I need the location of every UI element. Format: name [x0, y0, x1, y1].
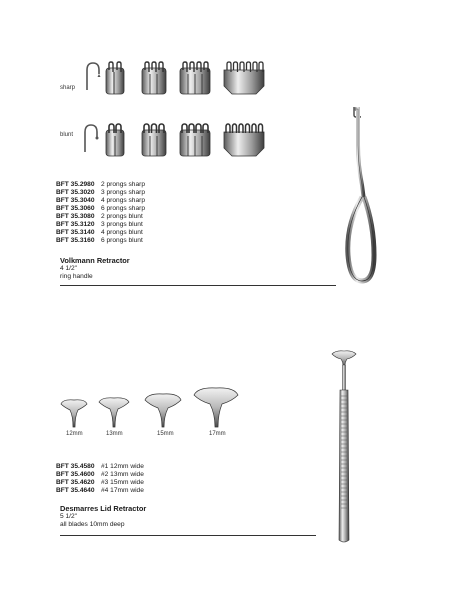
volkmann-retractor-illustration	[340, 105, 380, 285]
volkmann-note: ring handle	[60, 273, 93, 280]
blade-17mm-illustration	[193, 386, 239, 428]
section-divider	[60, 285, 336, 286]
blade-size-label: 12mm	[66, 431, 83, 437]
blade-12mm-illustration	[60, 398, 88, 428]
blade-size-label: 17mm	[209, 431, 226, 437]
volkmann-size: 4 1/2"	[60, 265, 78, 272]
sharp-3-prong-tip	[140, 62, 168, 96]
list-item: BFT 35.4580 #1 12mm wide	[56, 463, 144, 470]
sharp-6-prong-tip	[222, 62, 266, 96]
blade-15mm-illustration	[144, 392, 182, 428]
sharp-hook-side-view	[82, 60, 102, 90]
list-item: BFT 35.3140 4 prongs blunt	[56, 229, 143, 236]
list-item: BFT 35.3160 6 prongs blunt	[56, 237, 143, 244]
blunt-6-prong-tip	[222, 124, 266, 158]
list-item: BFT 35.4640 #4 17mm wide	[56, 487, 144, 494]
list-item: BFT 35.2980 2 prongs sharp	[56, 181, 145, 188]
list-item: BFT 35.3120 3 prongs blunt	[56, 221, 143, 228]
desmarres-note: all blades 10mm deep	[60, 521, 125, 528]
list-item: BFT 35.3040 4 prongs sharp	[56, 197, 145, 204]
blade-size-label: 15mm	[157, 431, 174, 437]
blunt-hook-side-view	[80, 122, 102, 152]
list-item: BFT 35.4620 #3 15mm wide	[56, 479, 144, 486]
volkmann-title: Volkmann Retractor	[60, 256, 130, 265]
sharp-2-prong-tip	[104, 62, 126, 96]
list-item: BFT 35.3020 3 prongs sharp	[56, 189, 145, 196]
blunt-4-prong-tip	[178, 124, 212, 158]
desmarres-title: Desmarres Lid Retractor	[60, 504, 147, 513]
sharp-4-prong-tip	[178, 62, 212, 96]
list-item: BFT 35.3080 2 prongs blunt	[56, 213, 143, 220]
list-item: BFT 35.3060 6 prongs sharp	[56, 205, 145, 212]
desmarres-size: 5 1/2"	[60, 513, 78, 520]
section-divider	[60, 535, 316, 536]
desmarres-retractor-illustration	[326, 350, 366, 545]
blade-13mm-illustration	[98, 396, 130, 428]
blunt-2-prong-tip	[104, 124, 126, 158]
blunt-3-prong-tip	[140, 124, 168, 158]
list-item: BFT 35.4600 #2 13mm wide	[56, 471, 144, 478]
label-sharp: sharp	[60, 85, 76, 91]
blade-size-label: 13mm	[106, 431, 123, 437]
label-blunt: blunt	[60, 132, 74, 138]
